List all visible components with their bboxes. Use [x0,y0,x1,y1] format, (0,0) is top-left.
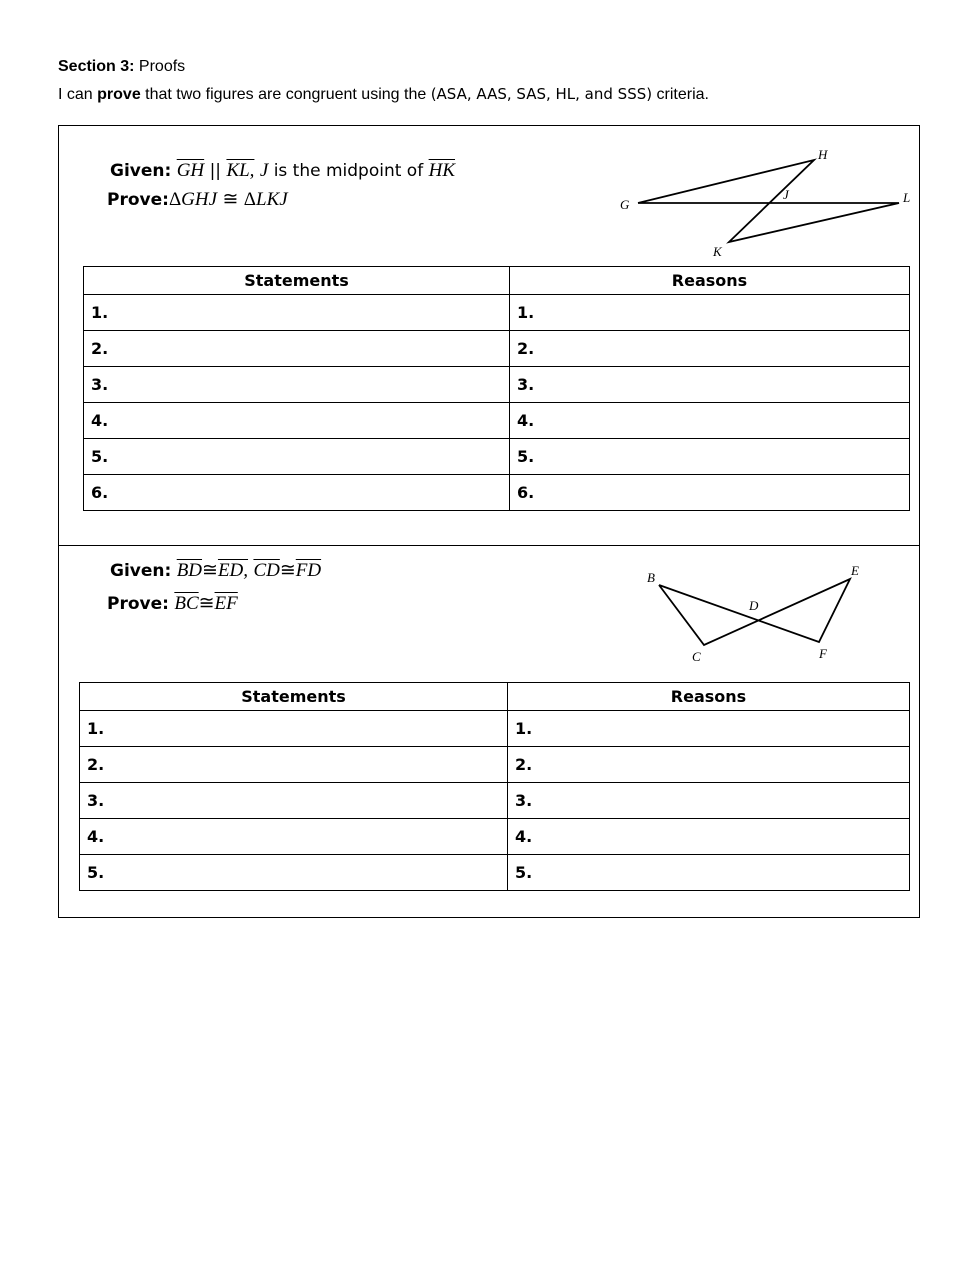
objective-pre: I can [58,86,93,103]
reason-cell[interactable]: 4. [508,819,910,855]
reason-cell[interactable]: 2. [510,331,910,367]
reason-cell[interactable]: 1. [510,295,910,331]
reason-cell[interactable]: 1. [508,711,910,747]
statement-cell[interactable]: 2. [80,747,508,783]
midpoint-text: is the midpoint of [273,161,424,181]
objective-text [58,85,709,104]
statement-cell[interactable]: 1. [84,295,510,331]
reason-cell[interactable]: 2. [508,747,910,783]
statement-cell[interactable]: 4. [84,403,510,439]
table-row [84,475,910,511]
segment-fd: $\overline{FD}$ [295,560,322,581]
label-j: J [783,187,789,202]
triangle-symbol: Δ [243,189,256,210]
statement-cell[interactable]: 2. [84,331,510,367]
label-d: D [749,598,759,613]
reason-cell[interactable]: 3. [510,367,910,403]
segment-ed: ED, [217,560,249,581]
table-row [84,331,910,367]
prove-label: Prove: [107,190,169,210]
section-label: Section 3: [58,58,135,75]
triangle-ghj: GHJ [181,189,218,210]
label-g: G [620,197,630,212]
label-h: H [818,147,828,162]
label-f: F [819,646,827,661]
table-row [80,711,910,747]
congruent-symbol: ≅ [279,560,296,581]
table-row [80,819,910,855]
proof1-prove [107,188,288,211]
reason-cell[interactable]: 3. [508,783,910,819]
objective-bold: prove [97,86,141,103]
objective-end: criteria. [656,86,709,103]
table-row [80,747,910,783]
statement-cell[interactable]: 5. [84,439,510,475]
statement-cell[interactable]: 4. [80,819,508,855]
objective-criteria: (ASA, AAS, SAS, HL, and SSS) [430,85,653,103]
proofs-divider [58,545,920,546]
point-j: J [259,160,269,181]
reason-cell[interactable]: 6. [510,475,910,511]
proof2-table [79,682,910,891]
proof1-table [83,266,910,511]
given-label: Given: [110,561,172,581]
parallel-symbol: || [209,161,222,181]
table-row [80,855,910,891]
table-row [84,295,910,331]
reasons-header: Reasons [508,683,910,711]
given-label: Given: [110,161,172,181]
congruent-symbol: ≅ [198,593,215,614]
label-c: C [692,649,701,664]
segment-ef: $\overline{EF}$ [214,593,238,614]
segment-bc: $\overline{BC}$ [174,593,199,614]
objective-mid: that two figures are congruent using the [145,86,427,103]
proof2-prove [107,592,238,615]
section-heading [58,58,185,76]
label-l: L [903,190,911,205]
statement-cell[interactable]: 6. [84,475,510,511]
table-row [84,403,910,439]
triangle-symbol: Δ [168,189,182,210]
statement-cell[interactable]: 3. [84,367,510,403]
proof2-given [110,559,321,582]
reason-cell[interactable]: 4. [510,403,910,439]
reasons-header: Reasons [510,267,910,295]
segment-bd: $\overline{BD}$ [176,560,203,581]
table-row [80,783,910,819]
prove-label: Prove: [107,594,169,614]
proof2-figure [630,560,870,670]
statement-cell[interactable]: 1. [80,711,508,747]
segment-gh: $\overline{GH}$ [176,160,205,181]
table-row [84,367,910,403]
statement-cell[interactable]: 3. [80,783,508,819]
congruent-symbol: ≅ [202,560,218,581]
statement-cell[interactable]: 5. [80,855,508,891]
label-k: K [713,244,722,259]
reason-cell[interactable]: 5. [510,439,910,475]
triangle-lkj: LKJ [256,189,288,210]
proof1-figure [600,140,920,265]
figure-lines [638,160,899,242]
label-b: B [647,570,655,585]
proof1-given [110,160,455,182]
statements-header: Statements [84,267,510,295]
label-e: E [851,563,859,578]
statements-header: Statements [80,683,508,711]
section-title: Proofs [138,58,186,75]
segment-kl: KL, [226,160,255,181]
reason-cell[interactable]: 5. [508,855,910,891]
segment-cd: $\overline{CD}$ [253,560,280,581]
table-row [84,439,910,475]
congruent-symbol: ≅ [222,189,239,210]
segment-hk: $\overline{HK}$ [428,160,456,181]
